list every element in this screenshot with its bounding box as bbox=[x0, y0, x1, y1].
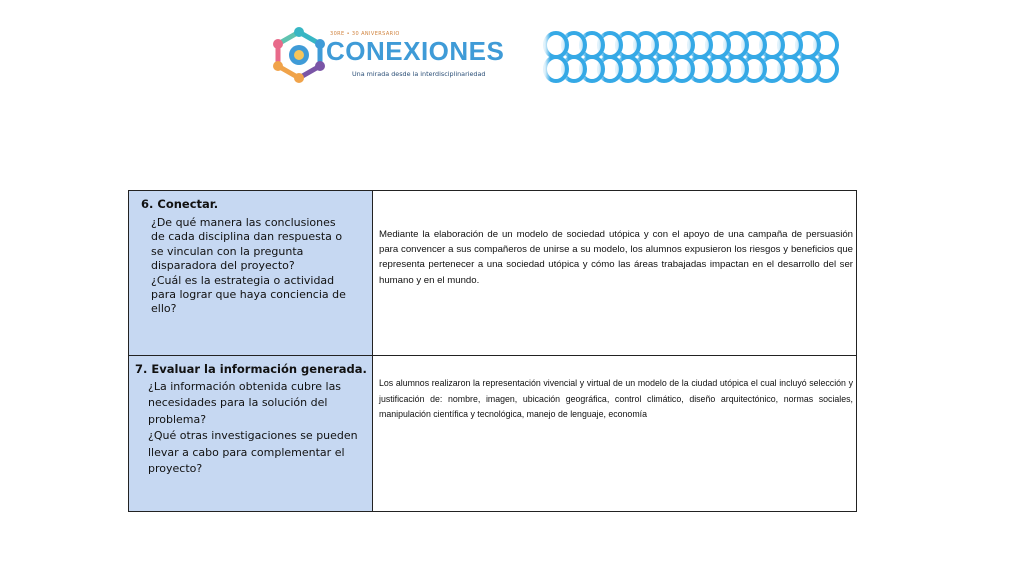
conexiones-logo bbox=[268, 22, 505, 90]
answer-cell bbox=[373, 356, 856, 511]
answer-text: Mediante la elaboración de un modelo de sociedad utópica y con el apoyo de una campaña de persuasión para convencer a sus compañeros de unirse a su modelo, los alumnos expusieron los riesgos y beneficios que representa pertenecer a una sociedad utópica y cómo las áreas trabajadas impactan en el desarrollo del ser humano y en el mundo. bbox=[379, 229, 853, 286]
logo-title: CONEXIONES bbox=[326, 36, 505, 66]
table-row bbox=[129, 191, 856, 356]
answer-text: Los alumnos realizaron la representación vivencial y virtual de un modelo de la ciudad utópica el cual incluyó selección y justificación de: nombre, imagen, ubicación geográfica, control climático, diseño arquitectónico, normas sociales, manipulación científica y tecnológica, manejo de lenguaje, economía bbox=[379, 378, 853, 420]
question-text: ¿Cuál es la estrategia o actividad para lograr que haya conciencia de ello? bbox=[151, 273, 346, 316]
question-text: ¿Qué otras investigaciones se pueden llevar a cabo para complementar el proyecto? bbox=[148, 429, 358, 476]
row-title: 7. Evaluar la información generada. bbox=[135, 362, 367, 376]
chain-decoration-icon bbox=[542, 28, 842, 86]
logo-anniversary-text: 30RE • 30 ANIVERSARIO bbox=[330, 31, 400, 37]
row-title: 6. Conectar. bbox=[141, 197, 219, 211]
answer-cell bbox=[373, 191, 856, 355]
table-row bbox=[129, 356, 856, 511]
question-list bbox=[151, 216, 351, 317]
molecule-logo-icon bbox=[268, 24, 330, 86]
question-text: ¿De qué manera las conclusiones de cada disciplina dan respuesta o se vinculan con la pregunta disparadora del proyecto? bbox=[151, 216, 343, 273]
logo-tagline: Una mirada desde la interdisciplinariedad bbox=[352, 70, 486, 78]
question-text: ¿La información obtenida cubre las necesidades para la solución del problema? bbox=[148, 380, 342, 426]
question-list bbox=[148, 379, 366, 477]
question-cell bbox=[129, 191, 373, 355]
question-cell bbox=[129, 356, 373, 511]
project-table bbox=[128, 190, 857, 512]
